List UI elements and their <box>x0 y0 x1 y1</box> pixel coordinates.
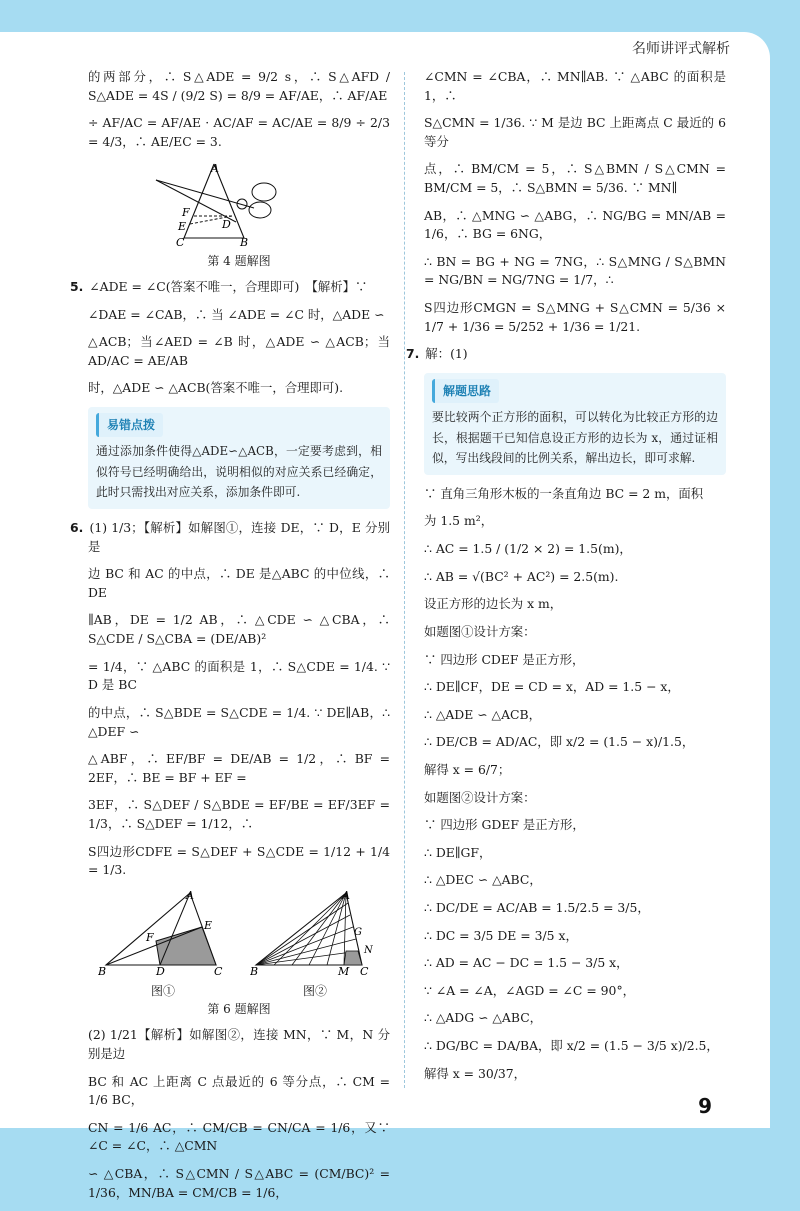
q6-number: 6. <box>70 520 84 536</box>
q7-line: ∴ DC = 3/5 DE = 3/5 x， <box>424 927 578 943</box>
fig4-caption: 第 4 题解图 <box>207 254 271 269</box>
fig6-2-label: C <box>360 964 369 975</box>
q6-line: S四边形CDFE = S△DEF + S△CDE = 1/12 + 1/4 = 1/3. <box>88 843 390 878</box>
fig6-2-label: B <box>250 964 259 975</box>
q6-cont-line: S四边形CMGN = S△MNG + S△CMN = 5/36 × 1/7 + 1/36 = 5/252 + 1/36 = 1/21. <box>424 300 726 334</box>
q7-line: 解得 x = 30/37， <box>424 1065 527 1081</box>
fig4-label: A <box>211 162 219 176</box>
q6-cont-line: ∠CMN = ∠CBA，∴ MN∥AB. ∵ △ABC 的面积是 1，∴ <box>424 69 726 103</box>
q6-cont-line: S△CMN = 1/36. ∵ M 是边 BC 上距离点 C 最近的 6 等分 <box>424 115 726 149</box>
q5-tip-title: 易错点拨 <box>96 413 163 437</box>
q6-cont-line: 点，∴ BM/CM = 5，∴ S△BMN / S△CMN = BM/CM = 5，∴ S△BMN = 5/36. ∵ MN∥ <box>424 161 726 196</box>
q5-tip-text: 通过添加条件使得△ADE∽△ACB，一定要考虑到，相似符号已经明确给出，说明相似的对应关系已经确定，此时只需找出对应关系，添加条件即可. <box>96 444 382 500</box>
q7-line: ∴ AC = 1.5 / (1/2 × 2) = 1.5(m)， <box>424 541 632 557</box>
q7-line: 如题图①设计方案： <box>424 623 536 639</box>
q7-line: ∵ 四边形 CDEF 是正方形， <box>424 651 585 667</box>
q4-tail-line: 的两部分，∴ S△ADE = 9/2 s，∴ S△AFD / S△ADE = 4S / (9/2 S) = 8/9 = AF/AE，∴ AF/AE <box>88 69 390 103</box>
fig6-1-label: F <box>146 930 154 944</box>
left-column <box>70 68 390 1211</box>
q7-line: ∴ AB = √(BC² + AC²) = 2.5(m). <box>424 568 619 584</box>
right-column <box>406 68 726 1092</box>
fig6-1-label: C <box>214 964 223 975</box>
q7-number: 7. <box>406 346 420 362</box>
q6-line: (1) 1/3；【解析】如解图①，连接 DE，∵ D，E 分别是 <box>88 520 390 554</box>
fig6-2-label: M <box>338 964 350 975</box>
fig4-label: D <box>222 218 231 232</box>
q6-part2-line: (2) 1/21【解析】如解图②，连接 MN，∵ M，N 分别是边 <box>88 1027 390 1061</box>
q7-line: ∴ △DEC ∽ △ABC， <box>424 872 542 888</box>
header-title: 名师讲评式解析 <box>632 41 730 57</box>
q6-cont-line: AB，∴ △MNG ∽ △ABG，∴ NG/BG = MN/AB = 1/6，∴ BG = 6NG， <box>424 207 726 242</box>
fig4-label: C <box>176 236 185 247</box>
page-number: 9 <box>698 1094 712 1118</box>
q7-line: ∴ DE∥CF，DE = CD = x，AD = 1.5 − x， <box>424 679 680 695</box>
q7-line: 解得 x = 6/7； <box>424 761 511 777</box>
q6-part2-line: ∽ △CBA，∴ S△CMN / S△ABC = (CM/BC)² = 1/36，MN/BA = CM/CB = 1/6， <box>88 1166 390 1200</box>
fig6-figure <box>88 889 390 1019</box>
fig6-diagram-2 <box>250 889 380 975</box>
fig4-label: E <box>178 220 187 234</box>
fig6-1-label: D <box>156 964 165 975</box>
fig4-diagram <box>154 160 324 246</box>
fig6-2-label: A <box>342 888 350 902</box>
fig6-1-label: E <box>204 918 213 932</box>
q6-part2-line: BC 和 AC 上距离 C 点最近的 6 等分点，∴ CM = 1/6 BC， <box>88 1073 390 1108</box>
fig4-figure <box>88 160 390 270</box>
q6-line: △ABF，∴ EF/BF = DE/AB = 1/2，∴ BF = 2EF，∴ BE = BF + EF = <box>88 751 390 785</box>
q7-line: ∴ △ADE ∽ △ACB， <box>424 706 541 722</box>
q5-line: ∠DAE = ∠CAB，∴ 当 ∠ADE = ∠C 时，△ADE ∽ <box>88 306 385 322</box>
q5-number: 5. <box>70 279 84 295</box>
fig4-label: B <box>240 236 249 247</box>
q6-line: = 1/4，∵ △ABC 的面积是 1，∴ S△CDE = 1/4. ∵ D 是 BC <box>88 658 390 693</box>
fig6-2-label: N <box>364 944 373 956</box>
q7-line: 设正方形的边长为 x m， <box>424 596 563 612</box>
q7-think-title: 解题思路 <box>432 379 499 403</box>
q7-line: ∴ DC/DE = AC/AB = 1.5/2.5 = 3/5， <box>424 899 650 915</box>
q6-line: 3EF，∴ S△DEF / S△BDE = EF/BE = EF/3EF = 1/3，∴ S△DEF = 1/12，∴ <box>88 797 390 831</box>
q6-part2-line: CN = 1/6 AC，∴ CM/CB = CN/CA = 1/6，又∵ ∠C = ∠C，∴ △CMN <box>88 1119 390 1154</box>
fig6-diagram-1 <box>98 889 228 975</box>
q7-think-panel <box>424 373 726 475</box>
q7-line: ∵ 四边形 GDEF 是正方形， <box>424 817 585 833</box>
fig6-2-caption: 图② <box>302 984 327 999</box>
q6-line: 边 BC 和 AC 的中点，∴ DE 是△ABC 的中位线，∴ DE <box>88 566 390 600</box>
fig6-2-label: G <box>354 926 362 938</box>
q7-head: 解：(1) <box>425 346 468 362</box>
q7-line: ∴ △ADG ∽ △ABC， <box>424 1010 543 1026</box>
q5-line: ∠ADE = ∠C(答案不唯一，合理即可) 【解析】∵ <box>89 279 368 295</box>
page-sheet <box>0 32 770 1200</box>
fig6-caption: 第 6 题解图 <box>207 1002 271 1017</box>
q6-cont-line: ∴ BN = BG + NG = 7NG，∴ S△MNG / S△BMN = NG/BN = NG/7NG = 1/7，∴ <box>424 253 726 288</box>
q7-line: ∴ AD = AC − DC = 1.5 − 3/5 x， <box>424 955 629 971</box>
q7-think-text: 要比较两个正方形的面积，可以转化为比较正方形的边长，根据题干已知信息设正方形的边长为 x，通过证相似，写出线段间的比例关系，解出边长，即可求解. <box>432 409 718 466</box>
q4-tail-line: ÷ AF/AC = AF/AE · AC/AF = AC/AE = 8/9 ÷ 2/3 = 4/3，∴ AE/EC = 3. <box>88 115 390 149</box>
fig6-1-caption: 图① <box>150 984 175 999</box>
q5-tip-panel <box>88 407 390 509</box>
column-divider <box>404 72 405 1088</box>
q7-line: ∴ DG/BC = DA/BA，即 x/2 = (1.5 − 3/5 x)/2.5， <box>424 1038 719 1054</box>
q7-line: ∵ 直角三角形木板的一条直角边 BC = 2 m，面积 <box>424 485 704 501</box>
q7-line: ∴ DE/CB = AD/AC，即 x/2 = (1.5 − x)/1.5， <box>424 734 695 750</box>
q5-line: 时，△ADE ∽ △ACB(答案不唯一，合理即可). <box>88 380 344 396</box>
q5-line: △ACB；当∠AED = ∠B 时，△ADE ∽ △ACB；当 AD/AC = AE/AB <box>88 334 390 368</box>
q7-line: ∴ DE∥GF， <box>424 844 492 860</box>
q7-line: ∵ ∠A = ∠A，∠AGD = ∠C = 90°， <box>424 982 636 998</box>
q7-line: 为 1.5 m²， <box>424 513 494 529</box>
fig6-1-label: A <box>186 888 194 902</box>
q7-line: 如题图②设计方案： <box>424 789 536 805</box>
q6-line: ∥AB，DE = 1/2 AB，∴ △CDE ∽ △CBA，∴ S△CDE / S△CBA = (DE/AB)² <box>88 612 390 647</box>
q6-line: 的中点，∴ S△BDE = S△CDE = 1/4. ∵ DE∥AB，∴ △DEF ∽ <box>88 704 390 739</box>
fig6-1-label: B <box>98 964 107 975</box>
fig4-label: F <box>182 206 190 220</box>
